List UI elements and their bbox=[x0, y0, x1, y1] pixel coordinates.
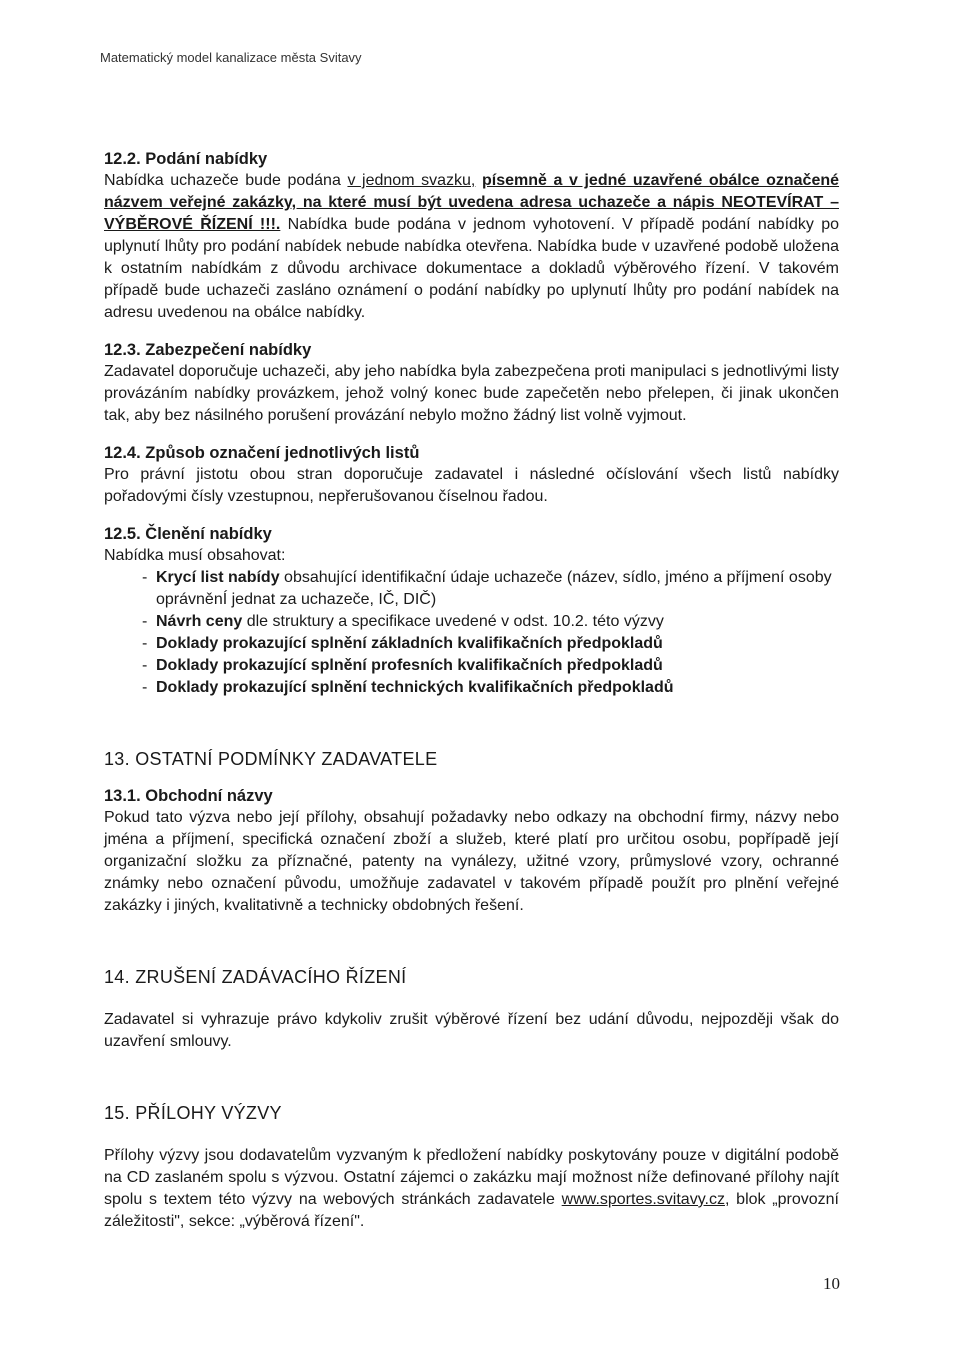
list-item-title: Návrh ceny bbox=[156, 613, 243, 630]
section-15 bbox=[104, 1101, 839, 1233]
heading-13: 13. OSTATNÍ PODMÍNKY ZADAVATELE bbox=[104, 749, 438, 769]
list-item bbox=[156, 677, 839, 699]
list-item-title: Doklady prokazující splnění technických kvalifikačních předpokladů bbox=[156, 679, 674, 696]
paragraph-12-3: Zadavatel doporučuje uchazeči, aby jeho nabídka byla zabezpečena proti manipulaci s jednotlivými listy provázáním nabídky provázkem, jehož volný konec bude zapečetěn nebo přelepen, či jinak ukončen tak, aby bez násilného porušení provázání nebylo možno žádný list volně vyjmout. bbox=[104, 363, 839, 424]
heading-15: 15. PŘÍLOHY VÝZVY bbox=[104, 1103, 282, 1123]
section-12-5 bbox=[104, 523, 839, 699]
heading-12-4: 12.4. Způsob označení jednotlivých listů bbox=[104, 444, 420, 462]
section-13 bbox=[104, 747, 839, 917]
list-item-text: obsahující identifikační údaje uchazeče (název, sídlo, jméno a příjmení osoby oprávněnÍ jednat za uchazeče, IČ, DIČ) bbox=[156, 569, 832, 608]
section-12-3 bbox=[104, 339, 839, 427]
paragraph-12-2 bbox=[104, 170, 839, 324]
document-body bbox=[104, 148, 839, 1233]
paragraph-14: Zadavatel si vyhrazuje právo kdykoliv zrušit výběrové řízení bez udání důvodu, nejpozději však do uzavření smlouvy. bbox=[104, 1011, 839, 1050]
paragraph-12-4: Pro právní jistotu obou stran doporučuje zadavatel i následné očíslování všech listů nabídky pořadovými čísly vzestupnou, nepřerušovanou číselnou řadou. bbox=[104, 466, 839, 505]
text-segment: Nabídka bude podána v jednom vyhotovení. V případě podání nabídky po uplynutí lhůty pro podání nabídek nebude nabídka otevřena. Nabídka bude v uzavřené podobě uložena k ostatním nabídkám z důvodu archivace dokumentace a dokladů výběrového řízení. V takovém případě bude uchazeči zasláno oznámení o podání nabídky po uplynutí lhůty pro podání nabídek na adresu uvedenou na obálce nabídky. bbox=[104, 216, 839, 321]
text-segment: , blok „provozní záležitosti", sekce: „výběrová řízení". bbox=[104, 1191, 839, 1230]
list-item bbox=[156, 633, 839, 655]
paragraph-12-5-intro: Nabídka musí obsahovat: bbox=[104, 547, 286, 564]
list-item-text: dle struktury a specifikace uvedené v odst. 10.2. této výzvy bbox=[242, 613, 664, 630]
heading-14: 14. ZRUŠENÍ ZADÁVACÍHO ŘÍZENÍ bbox=[104, 967, 407, 987]
text-segment: Nabídka uchazeče bude podána bbox=[104, 172, 348, 189]
list-item bbox=[156, 655, 839, 677]
list-item-title: Doklady prokazující splnění profesních kvalifikačních předpokladů bbox=[156, 657, 663, 674]
heading-12-3: 12.3. Zabezpečení nabídky bbox=[104, 341, 312, 359]
paragraph-15 bbox=[104, 1145, 839, 1233]
heading-13-1: 13.1. Obchodní názvy bbox=[104, 787, 273, 805]
heading-12-5: 12.5. Členění nabídky bbox=[104, 525, 272, 543]
list-item-title: Krycí list nabídy bbox=[156, 569, 280, 586]
text-segment: Přílohy výzvy jsou dodavatelům vyzvaným k předložení nabídky poskytovány pouze v digitální podobě na CD zaslaném spolu s výzvou. Ostatní zájemci o zakázku mají možnost níže definované přílohy najít spolu s textem této výzvy na webových stránkách zadavatele bbox=[104, 1147, 839, 1208]
section-12-2 bbox=[104, 148, 839, 324]
page-number: 10 bbox=[823, 1274, 840, 1293]
offer-contents-list bbox=[104, 567, 839, 699]
heading-12-2: 12.2. Podání nabídky bbox=[104, 150, 268, 168]
paragraph-13-1: Pokud tato výzva nebo její přílohy, obsahují požadavky nebo odkazy na obchodní firmy, názvy nebo jména a příjmení, specifická označení zboží a služeb, které platí pro určitou osobu, popřípadě její organizační složku za příznačné, patenty na vynálezy, užitné vzory, průmyslové vzory, ochranné známky nebo označení původu, umožňuje zadavatel v takovém případě použít pro plnění veřejné zakázky i jiných, kvalitativně a technicky obdobných řešení. bbox=[104, 809, 839, 914]
website-link[interactable]: www.sportes.svitavy.cz bbox=[561, 1191, 725, 1208]
list-item bbox=[156, 611, 839, 633]
emphasized-instruction: písemně a v jedné uzavřené obálce označené názvem veřejné zakázky, na které musí být uvedena adresa uchazeče a nápis NEOTEVÍRAT – VÝBĚROVÉ ŘÍZENÍ !!!. bbox=[104, 172, 840, 233]
list-item-title: Doklady prokazující splnění základních kvalifikačních předpokladů bbox=[156, 635, 663, 652]
section-12-4 bbox=[104, 442, 839, 508]
section-14 bbox=[104, 965, 839, 1053]
underlined-text: v jednom svazku, bbox=[347, 172, 476, 189]
running-header: Matematický model kanalizace města Svitavy bbox=[100, 50, 362, 65]
list-item bbox=[156, 567, 839, 611]
